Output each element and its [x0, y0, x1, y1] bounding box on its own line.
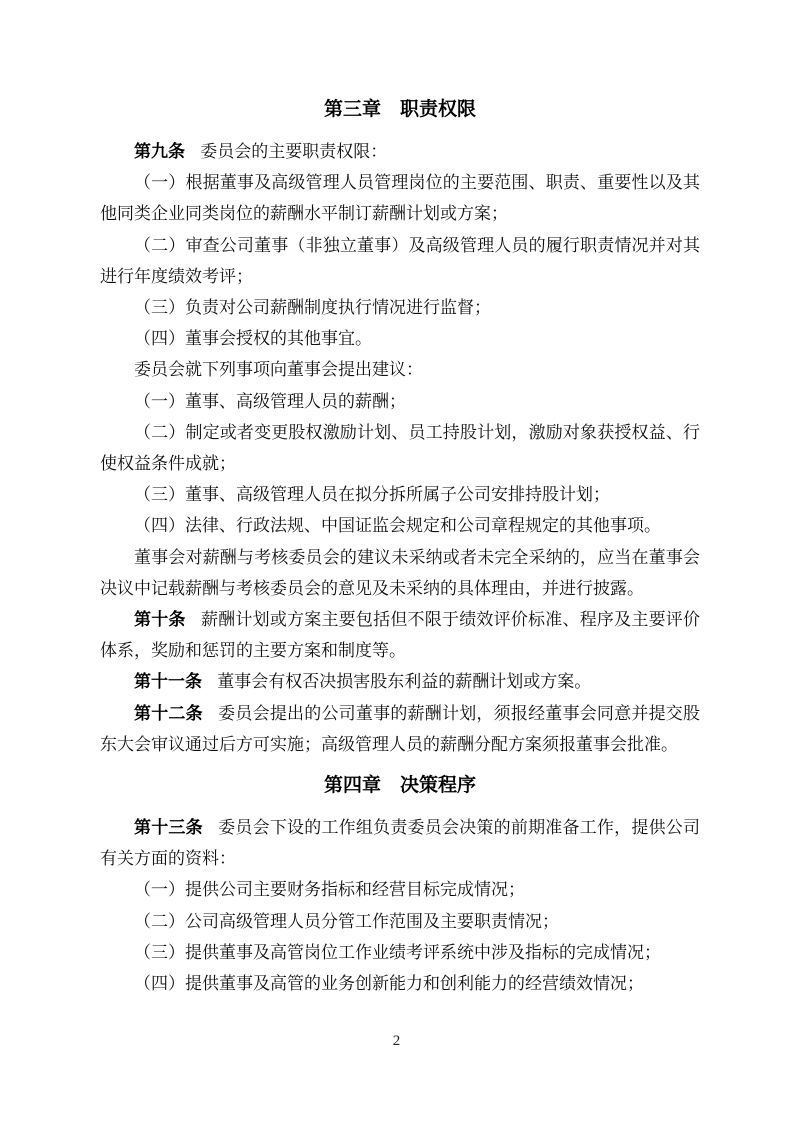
article-12-text: 委员会提出的公司董事的薪酬计划，须报经董事会同意并提交股东大会审议通过后方可实施；高级管理人员的薪酬分配方案须报董事会批准。 — [100, 703, 701, 754]
article-13-text: 委员会下设的工作组负责委员会决策的前期准备工作，提供公司有关方面的资料： — [100, 818, 701, 869]
chapter-3-title: 第三章 职责权限 — [323, 99, 476, 120]
doc-paragraph: （一）董事、高级管理人员的薪酬； — [134, 391, 406, 411]
article-9-paragraph — [100, 136, 700, 167]
article-11-text: 董事会有权否决损害股东利益的薪酬计划或方案。 — [217, 672, 592, 692]
doc-paragraph: （一）提供公司主要财务指标和经营目标完成情况； — [134, 880, 525, 900]
doc-paragraph: （四）董事会授权的其他事宜。 — [134, 329, 372, 349]
doc-paragraph: （三）提供董事及高管岗位工作业绩考评系统中涉及指标的完成情况； — [134, 942, 661, 962]
doc-paragraph: （四）法律、行政法规、中国证监会规定和公司章程规定的其他事项。 — [134, 516, 661, 536]
doc-paragraph: （三）董事、高级管理人员在拟分拆所属子公司安排持股计划； — [134, 485, 610, 505]
doc-paragraph: 委员会就下列事项向董事会提出建议： — [134, 360, 423, 380]
doc-paragraph: 董事会对薪酬与考核委员会的建议未采纳或者未完全采纳的，应当在董事会决议中记载薪酬与考核委员会的意见及未采纳的具体理由，并进行披露。 — [100, 547, 700, 598]
article-10-paragraph — [100, 604, 700, 666]
article-11-lead: 第十一条 — [134, 672, 202, 692]
page-number: 2 — [392, 1033, 401, 1049]
doc-paragraph: （二）审查公司董事（非独立董事）及高级管理人员的履行职责情况并对其进行年度绩效考评； — [100, 235, 700, 286]
doc-paragraph: （三）负责对公司薪酬制度执行情况进行监督； — [134, 298, 491, 318]
article-10-lead: 第十条 — [134, 610, 186, 630]
article-12-lead: 第十二条 — [134, 703, 203, 723]
article-9-lead: 第九条 — [134, 142, 185, 161]
article-12-paragraph — [100, 698, 700, 760]
article-10-text: 薪酬计划或方案主要包括但不限于绩效评价标准、程序及主要评价体系，奖励和惩罚的主要方案和制度等。 — [100, 610, 701, 661]
doc-paragraph: （一）根据董事及高级管理人员管理岗位的主要范围、职责、重要性以及其他同类企业同类岗位的薪酬水平制订薪酬计划或方案； — [100, 173, 700, 224]
article-13-paragraph — [100, 812, 700, 874]
article-9-text: 委员会的主要职责权限： — [200, 142, 388, 161]
article-13-lead: 第十三条 — [134, 818, 203, 838]
doc-paragraph: （二）制定或者变更股权激励计划、员工持股计划，激励对象获授权益、行使权益条件成就； — [100, 422, 700, 474]
chapter-4-title: 第四章 决策程序 — [323, 775, 476, 797]
doc-paragraph: （二）公司高级管理人员分管工作范围及主要职责情况； — [134, 911, 559, 931]
article-11-paragraph — [100, 666, 700, 697]
doc-paragraph: （四）提供董事及高管的业务创新能力和创利能力的经营绩效情况； — [134, 974, 644, 994]
